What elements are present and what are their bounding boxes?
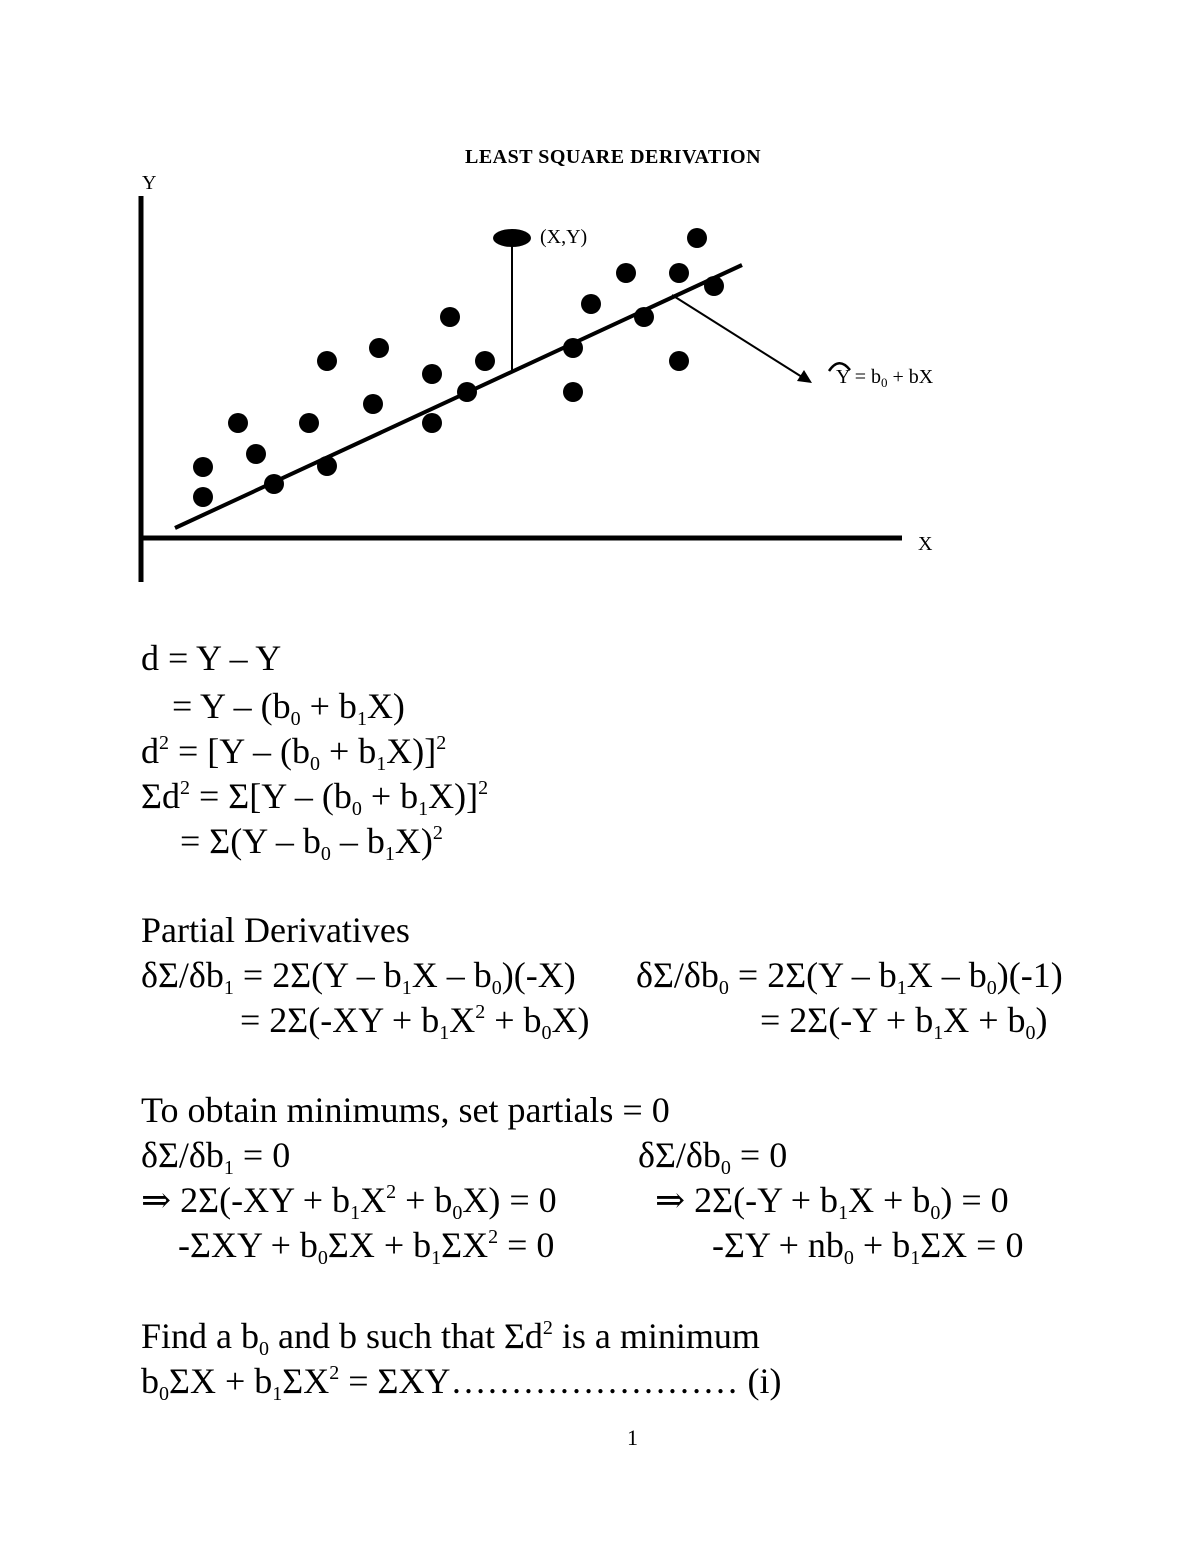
line-label: $Y = b_0$ + bX bbox=[836, 366, 934, 390]
page-number: 1 bbox=[627, 1425, 638, 1450]
y-axis-label: Y bbox=[142, 172, 157, 194]
normal-eq-left: $-\Sigma XY + b_0\Sigma X + b_1\Sigma X^2 = 0$ bbox=[178, 1225, 555, 1269]
data-point bbox=[563, 382, 583, 402]
data-point bbox=[669, 263, 689, 283]
data-point bbox=[422, 364, 442, 384]
equation-i: $b_0\Sigma X + b_1\Sigma X^2$ = ΣXY…………………… (i) bbox=[141, 1361, 782, 1405]
data-point bbox=[669, 351, 689, 371]
data-point bbox=[687, 228, 707, 248]
data-point bbox=[563, 338, 583, 358]
data-point bbox=[193, 487, 213, 507]
data-point bbox=[457, 382, 477, 402]
data-point bbox=[246, 444, 266, 464]
equation-2: $d^2 = [Y - (b_0 + b_1X)]^2$ bbox=[141, 731, 447, 775]
data-point bbox=[317, 456, 337, 476]
data-point bbox=[369, 338, 389, 358]
min-b0: $\delta\Sigma/\delta b_0 = 0$ bbox=[638, 1135, 788, 1179]
label-arrow bbox=[672, 295, 802, 377]
min-b1-implies: ⇒ $2\Sigma(-XY + b_1X^2 + b_0X) = 0$ bbox=[141, 1180, 557, 1224]
equation-d: d = Y – Y bbox=[141, 638, 282, 678]
min-b0-implies: ⇒ $2\Sigma(-Y + b_1X + b_0) = 0$ bbox=[655, 1180, 1009, 1224]
data-point bbox=[422, 413, 442, 433]
normal-eq-right: $-\Sigma Y + nb_0 + b_1\Sigma X = 0$ bbox=[712, 1225, 1024, 1269]
point-label: (X,Y) bbox=[540, 226, 588, 248]
data-point bbox=[264, 474, 284, 494]
highlighted-point bbox=[493, 229, 531, 247]
arrow-head-icon bbox=[797, 370, 812, 383]
min-b1: $\delta\Sigma/\delta b_1 = 0$ bbox=[141, 1135, 291, 1179]
x-axis-label: X bbox=[918, 533, 933, 555]
data-point bbox=[228, 413, 248, 433]
data-point bbox=[616, 263, 636, 283]
data-point bbox=[363, 394, 383, 414]
partials-heading: Partial Derivatives bbox=[141, 910, 410, 950]
scatter-figure bbox=[0, 0, 1200, 600]
equation-4: = $\Sigma(Y - b_0 - b_1X)^2$ bbox=[180, 821, 443, 865]
data-point bbox=[581, 294, 601, 314]
data-point bbox=[299, 413, 319, 433]
find-heading: Find a $b_0$ and b such that $\Sigma d^2$ is a minimum bbox=[141, 1316, 760, 1360]
data-point bbox=[704, 276, 724, 296]
page-title: LEAST SQUARE DERIVATION bbox=[465, 146, 762, 168]
partial-b0: $\delta\Sigma/\delta b_0 = 2\Sigma(Y - b_1X - b_0)(-1)$ bbox=[636, 955, 1063, 999]
equation-3: $\Sigma d^2 = \Sigma[Y - (b_0 + b_1X)]^2$ bbox=[141, 776, 489, 820]
equation-1: = $Y - (b_0 + b_1X)$ bbox=[172, 686, 405, 730]
data-point bbox=[317, 351, 337, 371]
data-point bbox=[634, 307, 654, 327]
partial-b1-expanded: = $2\Sigma(-XY + b_1X^2 + b_0X)$ bbox=[240, 1000, 590, 1044]
partial-b0-expanded: = $2\Sigma(-Y + b_1X + b_0)$ bbox=[760, 1000, 1048, 1044]
partial-b1: $\delta\Sigma/\delta b_1 = 2\Sigma(Y - b_1X - b_0)(-X)$ bbox=[141, 955, 576, 999]
data-points bbox=[193, 228, 724, 507]
data-point bbox=[475, 351, 495, 371]
minimums-heading: To obtain minimums, set partials = 0 bbox=[141, 1090, 670, 1130]
data-point bbox=[440, 307, 460, 327]
data-point bbox=[193, 457, 213, 477]
